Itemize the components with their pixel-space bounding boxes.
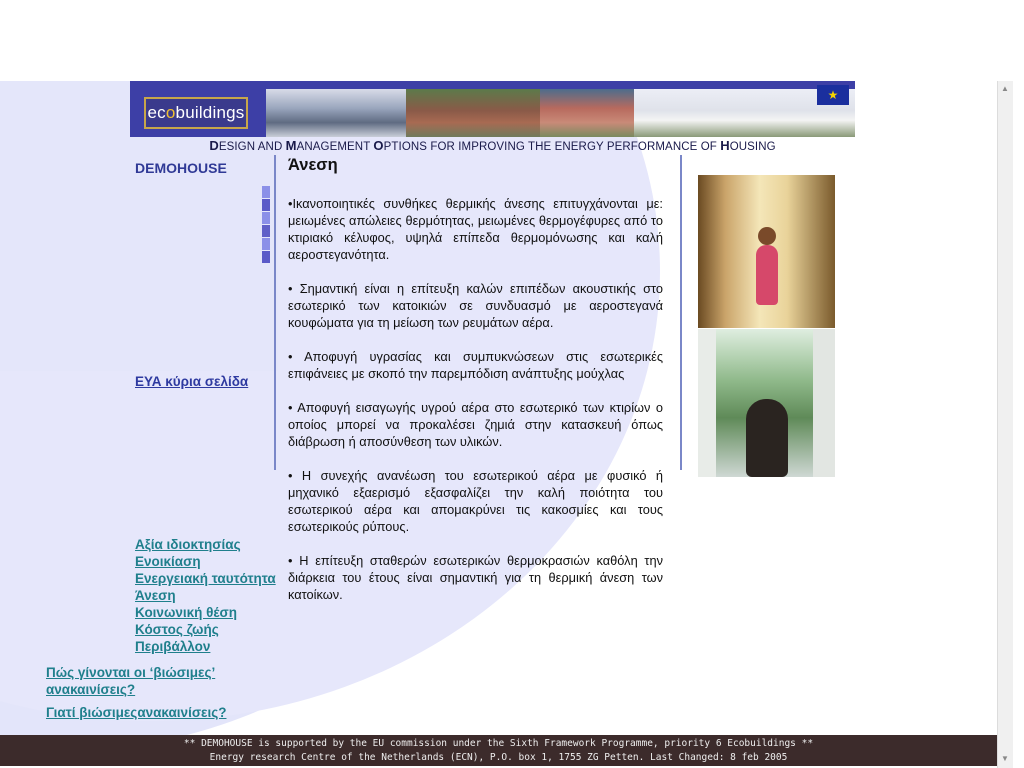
- sidebar-color-blocks: [262, 186, 271, 264]
- photo-girl-head: [758, 227, 776, 245]
- tagline-initial-o: O: [373, 138, 384, 153]
- eu-flag-icon: ★: [817, 85, 849, 105]
- footer-line-2: Energy research Centre of the Netherlands (ECN), P.O. box 1, 1755 ZG Petten. Last Changed: 8 feb 2005: [209, 752, 788, 763]
- tagline-initial-d: D: [209, 138, 219, 153]
- sidebar-color-block: [262, 238, 270, 250]
- vertical-scrollbar[interactable]: [997, 81, 1013, 768]
- paragraph: • Αποφυγή υγρασίας και συμπυκνώσεων στις εσωτερικές επιφάνειες με σκοπό την παρεμπόδιση ανάπτυξης μούχλας: [288, 349, 663, 381]
- photo-woman-silhouette: [746, 399, 788, 477]
- footer-line-1: ** DEMOHOUSE is supported by the EU commission under the Sixth Framework Programme, priority 6 Ecobuildings **: [183, 738, 814, 749]
- logo-text-post: buildings: [175, 103, 245, 122]
- bottom-nav: [46, 664, 236, 721]
- right-divider: [680, 155, 682, 470]
- photo-woman-at-window: [698, 329, 835, 477]
- tagline-part-2: ANAGEMENT: [296, 141, 374, 153]
- paragraph: • Η συνεχής ανανέωση του εσωτερικού αέρα με φυσικό ή μηχανικό εξαερισμό εξασφαλίζει την καλή ποιότητα του εσωτερικού αέρα και απομακρύνει τις κακοσμίες και τους εσωτερικούς ρύπους.: [288, 468, 663, 534]
- photo-girl-at-door: [698, 175, 835, 328]
- sidebar-color-block: [262, 186, 270, 198]
- why-renovations-link[interactable]: Γιατί βιώσιμεςανακαινίσεις?: [46, 705, 227, 720]
- tagline: [130, 138, 855, 153]
- ecobuildings-logo[interactable]: [144, 97, 248, 129]
- sidebar-color-block: [262, 225, 270, 237]
- logo-text-pre: ec: [147, 103, 166, 122]
- topic-link-social-status[interactable]: Κοινωνική θέση: [135, 605, 238, 620]
- tagline-part-4: OUSING: [729, 141, 776, 153]
- topic-nav: [135, 536, 276, 655]
- window-frame-left: [698, 329, 716, 477]
- paragraph: • Η επίτευξη σταθερών εσωτερικών θερμοκρασιών καθόλη την διάρκεια του έτους είναι σημαντική για τη θερμική άνεση των κατοίκων.: [288, 553, 663, 602]
- paragraph: • Σημαντική είναι η επίτευξη καλών επιπέδων ακουστικής στο εσωτερικό των κατοικιών σε συνδυασμό με αεροστεγανά κουφώματα για τη μείωση των ρευμάτων αέρα.: [288, 281, 663, 330]
- tagline-part-1: ESIGN AND: [218, 141, 286, 153]
- header-banner: [130, 81, 855, 137]
- header-photo-building-2: [406, 89, 540, 137]
- logo-text-o: o: [165, 103, 176, 122]
- scroll-up-icon[interactable]: ▲: [1001, 84, 1009, 93]
- topic-link-comfort[interactable]: Άνεση: [135, 588, 176, 603]
- how-renovations-link[interactable]: Πώς γίνονται οι ‘βιώσιμες’ ανακαινίσεις?: [46, 665, 216, 697]
- home-link[interactable]: ΕΥΑ κύρια σελίδα: [135, 374, 249, 389]
- sidebar-color-block: [262, 212, 270, 224]
- header-photo-building-3: [540, 89, 634, 137]
- main-content: [288, 195, 663, 620]
- topic-link-property-value[interactable]: Αξία ιδιοκτησίας: [135, 537, 241, 552]
- paragraph: • Αποφυγή εισαγωγής υγρού αέρα στο εσωτερικό των κτιρίων ο οποίος μπορεί να προκαλέσει ζημιά στην κατασκευή όπως διάβρωση ή αποσύνθεση των υλικών.: [288, 400, 663, 449]
- photo-girl-body: [756, 245, 778, 305]
- window-frame-right: [813, 329, 835, 477]
- header-photo-building-1: [266, 89, 406, 137]
- footer: [0, 735, 997, 766]
- tagline-initial-m: M: [285, 138, 297, 153]
- tagline-part-3: PTIONS FOR IMPROVING THE ENERGY PERFORMANCE OF: [383, 141, 721, 153]
- scroll-down-icon[interactable]: ▼: [1001, 754, 1009, 763]
- topic-link-environment[interactable]: Περιβάλλον: [135, 639, 211, 654]
- tagline-initial-h: H: [720, 138, 730, 153]
- topic-link-living-cost[interactable]: Κόστος ζωής: [135, 622, 219, 637]
- topic-link-energy-certificate[interactable]: Ενεργειακή ταυτότητα: [135, 571, 276, 586]
- page-title: Άνεση: [288, 156, 338, 174]
- sidebar-color-block: [262, 251, 270, 263]
- sidebar-color-block: [262, 199, 270, 211]
- sidebar-title: DEMOHOUSE: [135, 160, 227, 176]
- topic-link-rental[interactable]: Ενοικίαση: [135, 554, 201, 569]
- paragraph: •Ικανοποιητικές συνθήκες θερμικής άνεσης επιτυγχάνονται με: μειωμένες απώλειες θερμότητας, μειωμένες θερμογέφυρες από το κτιριακό κέλυφος, υψηλά επίπεδα θερμομόνωσης και καλή αεροστεγανότητα.: [288, 196, 663, 262]
- left-divider: [274, 155, 276, 470]
